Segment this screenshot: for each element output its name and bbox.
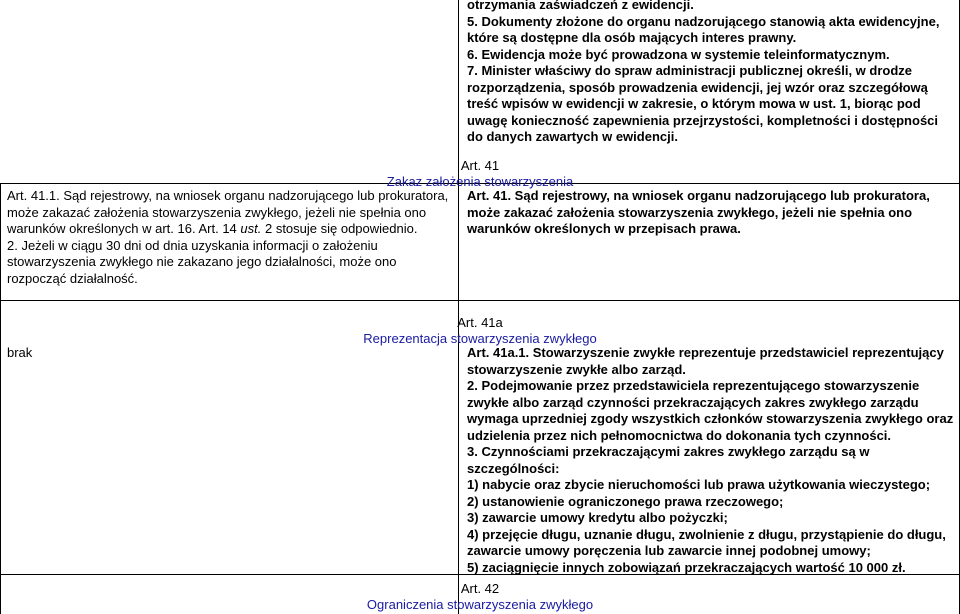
art42-title: Ograniczenia stowarzyszenia zwykłego: [366, 597, 594, 612]
art41-left-p1: [7, 188, 451, 238]
table-border-left: [0, 183, 1, 614]
paragraph: 3. Czynnościami przekraczającymi zakres zwykłego zarządu są w szczególności:: [467, 444, 870, 476]
paragraph: 5) zaciągnięcie innych zobowiązań przekraczających wartość 10 000 zł.: [467, 559, 906, 575]
art41a-title: Reprezentacja stowarzyszenia zwykłego: [363, 331, 597, 346]
table-border-middle: [458, 0, 459, 614]
art41-left-p1-italic: ust.: [240, 221, 262, 236]
paragraph: 1) nabycie oraz zbycie nieruchomości lub prawa użytkowania wieczystego;: [467, 477, 931, 492]
art40-continuation: [467, 0, 957, 146]
paragraph: 6. Ewidencja może być prowadzona w systemie teleinformatycznym.: [467, 46, 890, 62]
art41-right-text: Art. 41. Sąd rejestrowy, na wniosek organu nadzorującego lub prokuratora, może zakazać założenia stowarzyszenia zwykłego, jeżeli nie spełnia ono warunków określonych w przepisach prawa.: [467, 188, 930, 236]
paragraph: 2) ustanowienie ograniczonego prawa rzeczowego;: [467, 493, 784, 509]
art41a-number: Art. 41a: [457, 315, 503, 330]
paragraph: 3) zawarcie umowy kredytu albo pożyczki;: [467, 510, 728, 525]
art41-left-p1-end: 2 stosuje się odpowiednio.: [261, 221, 418, 236]
paragraph: Art. 41a.1. Stowarzyszenie zwykłe reprezentuje przedstawiciel reprezentujący stowarzyszenie zwykłe albo zarząd.: [467, 345, 944, 377]
paragraph: 7. Minister właściwy do spraw administracji publicznej określi, w drodze rozporządzenia, sposób prowadzenia ewidencji, jej wzór oraz szczegółową treść wpisów w ewidencji w zakresie, o którym mowa w ust. 1, biorąc pod uwagę konieczność zapewnienia przejrzystości, kompletności i dostępności do danych zawartych w ewidencji.: [467, 63, 939, 144]
paragraph: otrzymania zaświadczeń z ewidencji.: [467, 0, 694, 12]
art41a-right-text: [467, 345, 957, 576]
paragraph: 5. Dokumenty złożone do organu nadzorującego stanowią akta ewidencyjne, które są dostępne dla osób mających interes prawny.: [467, 13, 940, 45]
paragraph: 4) przejęcie długu, uznanie długu, zwolnienie z długu, przystąpienie do długu, zawarcie umowy poręczenia lub zawarcie innej podobnej umowy;: [467, 526, 946, 558]
art42-number: Art. 42: [460, 581, 500, 596]
art41-title: Zakaz założenia stowarzyszenia: [386, 174, 574, 189]
art41-left-p1-text: Art. 41.1. Sąd rejestrowy, na wniosek organu nadzorującego lub prokuratora, może zakazać założenia stowarzyszenia zwykłego, jeżeli nie spełnia ono warunków określonych w art. 16. Art. 14: [7, 188, 449, 236]
art41-left-p2: 2. Jeżeli w ciągu 30 dni od dnia uzyskania informacji o założeniu stowarzyszenia zwykłego nie zakazano jego działalności, może ono rozpocząć działalność.: [7, 237, 397, 286]
paragraph: 2. Podejmowanie przez przedstawiciela reprezentującego stowarzyszenie zwykłe albo zarząd czynności przekraczających zakres zwykłego zarządu wymaga uprzedniej zgody wszystkich członków stowarzyszenia zwykłego oraz udzielenia przez nich pełnomocnictwa do dokonania tych czynności.: [467, 378, 954, 443]
art41a-left-text: brak: [7, 345, 33, 360]
table-row-divider-middle: [0, 300, 960, 301]
art41-number: Art. 41: [460, 158, 500, 173]
art41-left-text: [7, 188, 451, 287]
